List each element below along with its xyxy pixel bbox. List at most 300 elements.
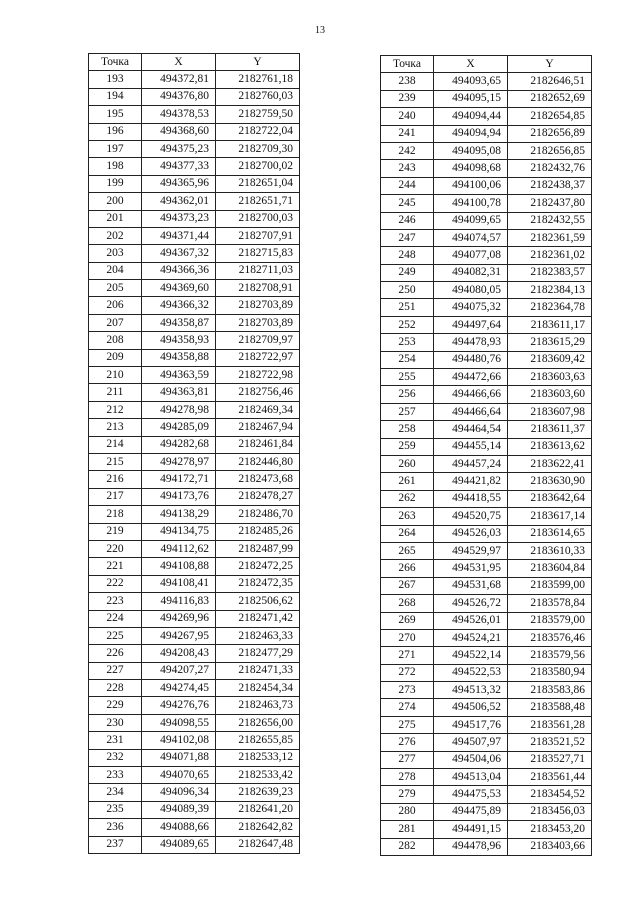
cell-point: 211 xyxy=(89,384,142,401)
cell-point: 203 xyxy=(89,245,142,262)
table-row xyxy=(89,262,300,279)
cell-x: 494524,21 xyxy=(434,629,508,646)
cell-point: 239 xyxy=(381,90,434,107)
cell-point: 282 xyxy=(381,838,434,855)
cell-point: 237 xyxy=(89,836,142,853)
cell-point: 241 xyxy=(381,125,434,142)
cell-point: 260 xyxy=(381,455,434,472)
table-row xyxy=(89,488,300,505)
cell-point: 220 xyxy=(89,540,142,557)
cell-y: 2182656,85 xyxy=(508,142,592,159)
table-row xyxy=(381,508,592,525)
cell-point: 207 xyxy=(89,314,142,331)
cell-x: 494497,64 xyxy=(434,316,508,333)
table-row xyxy=(89,332,300,349)
cell-x: 494074,57 xyxy=(434,229,508,246)
cell-point: 206 xyxy=(89,297,142,314)
cell-y: 2183583,86 xyxy=(508,682,592,699)
cell-x: 494517,76 xyxy=(434,716,508,733)
cell-x: 494138,29 xyxy=(142,506,216,523)
cell-x: 494455,14 xyxy=(434,438,508,455)
cell-x: 494112,62 xyxy=(142,540,216,557)
cell-y: 2182703,89 xyxy=(216,297,300,314)
cell-y: 2182715,83 xyxy=(216,245,300,262)
cell-point: 205 xyxy=(89,280,142,297)
cell-point: 194 xyxy=(89,88,142,105)
cell-x: 494372,81 xyxy=(142,71,216,88)
cell-point: 195 xyxy=(89,106,142,123)
cell-x: 494480,76 xyxy=(434,351,508,368)
table-row xyxy=(89,436,300,453)
table-row xyxy=(381,525,592,542)
cell-point: 245 xyxy=(381,195,434,212)
cell-y: 2182656,00 xyxy=(216,714,300,731)
cell-point: 200 xyxy=(89,193,142,210)
table-row xyxy=(89,158,300,175)
cell-x: 494100,78 xyxy=(434,195,508,212)
cell-x: 494207,27 xyxy=(142,662,216,679)
cell-y: 2183521,52 xyxy=(508,734,592,751)
table-row xyxy=(89,749,300,766)
cell-point: 278 xyxy=(381,769,434,786)
table-row xyxy=(381,229,592,246)
cell-x: 494116,83 xyxy=(142,593,216,610)
table-row xyxy=(89,593,300,610)
table-row xyxy=(89,575,300,592)
cell-point: 271 xyxy=(381,647,434,664)
cell-y: 2182485,26 xyxy=(216,523,300,540)
cell-point: 253 xyxy=(381,334,434,351)
table-row xyxy=(381,682,592,699)
cell-y: 2183613,62 xyxy=(508,438,592,455)
cell-point: 227 xyxy=(89,662,142,679)
table-row xyxy=(381,595,592,612)
cell-x: 494278,97 xyxy=(142,453,216,470)
table-row xyxy=(381,421,592,438)
cell-point: 240 xyxy=(381,108,434,125)
cell-y: 2183610,33 xyxy=(508,542,592,559)
cell-point: 193 xyxy=(89,71,142,88)
cell-y: 2183453,20 xyxy=(508,821,592,838)
cell-x: 494095,08 xyxy=(434,142,508,159)
cell-y: 2182477,29 xyxy=(216,645,300,662)
cell-y: 2183604,84 xyxy=(508,560,592,577)
cell-point: 236 xyxy=(89,819,142,836)
table-row xyxy=(381,334,592,351)
cell-y: 2183561,44 xyxy=(508,769,592,786)
table-row xyxy=(89,680,300,697)
cell-y: 2182478,27 xyxy=(216,488,300,505)
cell-y: 2182461,84 xyxy=(216,436,300,453)
cell-point: 224 xyxy=(89,610,142,627)
cell-point: 219 xyxy=(89,523,142,540)
cell-x: 494504,06 xyxy=(434,751,508,768)
table-row xyxy=(89,610,300,627)
cell-point: 270 xyxy=(381,629,434,646)
cell-x: 494371,44 xyxy=(142,227,216,244)
table-row xyxy=(89,314,300,331)
cell-point: 204 xyxy=(89,262,142,279)
cell-point: 268 xyxy=(381,595,434,612)
table-row xyxy=(89,106,300,123)
table-row xyxy=(381,195,592,212)
cell-x: 494362,01 xyxy=(142,193,216,210)
cell-point: 196 xyxy=(89,123,142,140)
cell-x: 494472,66 xyxy=(434,369,508,386)
cell-point: 209 xyxy=(89,349,142,366)
cell-point: 263 xyxy=(381,508,434,525)
cell-x: 494285,09 xyxy=(142,419,216,436)
cell-y: 2183580,94 xyxy=(508,664,592,681)
table-row xyxy=(381,647,592,664)
cell-y: 2182533,42 xyxy=(216,767,300,784)
cell-point: 255 xyxy=(381,369,434,386)
cell-y: 2182467,94 xyxy=(216,419,300,436)
cell-point: 197 xyxy=(89,140,142,157)
cell-y: 2182446,80 xyxy=(216,453,300,470)
cell-x: 494365,96 xyxy=(142,175,216,192)
cell-x: 494478,96 xyxy=(434,838,508,855)
cell-y: 2182641,20 xyxy=(216,801,300,818)
coordinates-table-right xyxy=(380,55,592,856)
table-row xyxy=(381,438,592,455)
cell-point: 248 xyxy=(381,247,434,264)
cell-x: 494080,05 xyxy=(434,282,508,299)
cell-x: 494100,06 xyxy=(434,177,508,194)
cell-x: 494507,97 xyxy=(434,734,508,751)
table-row xyxy=(89,227,300,244)
table-row xyxy=(381,125,592,142)
cell-point: 225 xyxy=(89,627,142,644)
cell-y: 2183578,84 xyxy=(508,595,592,612)
cell-y: 2183642,64 xyxy=(508,490,592,507)
cell-y: 2182486,70 xyxy=(216,506,300,523)
cell-x: 494377,33 xyxy=(142,158,216,175)
cell-point: 258 xyxy=(381,421,434,438)
cell-x: 494522,14 xyxy=(434,647,508,664)
table-row xyxy=(89,280,300,297)
cell-point: 218 xyxy=(89,506,142,523)
cell-x: 494358,88 xyxy=(142,349,216,366)
table-header-row xyxy=(89,54,300,71)
cell-y: 2182646,51 xyxy=(508,73,592,90)
cell-x: 494098,68 xyxy=(434,160,508,177)
page-number: 13 xyxy=(315,25,325,36)
cell-x: 494172,71 xyxy=(142,471,216,488)
cell-point: 210 xyxy=(89,367,142,384)
cell-y: 2182361,59 xyxy=(508,229,592,246)
table-row xyxy=(89,540,300,557)
cell-x: 494134,75 xyxy=(142,523,216,540)
cell-point: 232 xyxy=(89,749,142,766)
table-row xyxy=(89,349,300,366)
table-row xyxy=(89,558,300,575)
cell-point: 231 xyxy=(89,732,142,749)
cell-x: 494464,54 xyxy=(434,421,508,438)
table-row xyxy=(89,627,300,644)
cell-y: 2182700,02 xyxy=(216,158,300,175)
table-row xyxy=(381,282,592,299)
table-row xyxy=(89,697,300,714)
cell-point: 212 xyxy=(89,401,142,418)
cell-x: 494529,97 xyxy=(434,542,508,559)
cell-point: 228 xyxy=(89,680,142,697)
cell-y: 2183579,00 xyxy=(508,612,592,629)
cell-x: 494276,76 xyxy=(142,697,216,714)
cell-x: 494366,32 xyxy=(142,297,216,314)
column-header-point: Точка xyxy=(381,56,434,73)
cell-y: 2182463,73 xyxy=(216,697,300,714)
table-row xyxy=(89,71,300,88)
cell-y: 2182432,76 xyxy=(508,160,592,177)
cell-x: 494367,32 xyxy=(142,245,216,262)
cell-y: 2183576,46 xyxy=(508,629,592,646)
cell-y: 2183454,52 xyxy=(508,786,592,803)
cell-x: 494094,44 xyxy=(434,108,508,125)
cell-y: 2183630,90 xyxy=(508,473,592,490)
cell-y: 2183603,63 xyxy=(508,369,592,386)
column-header-y: Y xyxy=(216,54,300,71)
cell-y: 2182472,35 xyxy=(216,575,300,592)
table-row xyxy=(381,560,592,577)
cell-x: 494358,87 xyxy=(142,314,216,331)
cell-y: 2182722,98 xyxy=(216,367,300,384)
cell-x: 494526,72 xyxy=(434,595,508,612)
table-row xyxy=(89,714,300,731)
cell-point: 261 xyxy=(381,473,434,490)
cell-point: 222 xyxy=(89,575,142,592)
cell-y: 2182703,89 xyxy=(216,314,300,331)
cell-point: 280 xyxy=(381,803,434,820)
column-header-point: Точка xyxy=(89,54,142,71)
cell-x: 494282,68 xyxy=(142,436,216,453)
table-row xyxy=(89,662,300,679)
cell-point: 217 xyxy=(89,488,142,505)
table-row xyxy=(381,386,592,403)
cell-x: 494466,66 xyxy=(434,386,508,403)
cell-y: 2182656,89 xyxy=(508,125,592,142)
cell-y: 2182471,42 xyxy=(216,610,300,627)
cell-y: 2182759,50 xyxy=(216,106,300,123)
column-header-x: X xyxy=(142,54,216,71)
cell-x: 494363,81 xyxy=(142,384,216,401)
cell-x: 494088,66 xyxy=(142,819,216,836)
cell-x: 494095,15 xyxy=(434,90,508,107)
table-row xyxy=(381,699,592,716)
cell-x: 494369,60 xyxy=(142,280,216,297)
cell-y: 2182383,57 xyxy=(508,264,592,281)
cell-point: 259 xyxy=(381,438,434,455)
table-row xyxy=(381,316,592,333)
cell-y: 2182652,69 xyxy=(508,90,592,107)
table-row xyxy=(89,297,300,314)
table-row xyxy=(381,490,592,507)
cell-point: 279 xyxy=(381,786,434,803)
column-header-x: X xyxy=(434,56,508,73)
cell-x: 494071,88 xyxy=(142,749,216,766)
cell-point: 213 xyxy=(89,419,142,436)
table-row xyxy=(381,142,592,159)
cell-point: 256 xyxy=(381,386,434,403)
cell-point: 272 xyxy=(381,664,434,681)
cell-point: 276 xyxy=(381,734,434,751)
cell-x: 494526,01 xyxy=(434,612,508,629)
cell-y: 2182432,55 xyxy=(508,212,592,229)
table-row xyxy=(381,734,592,751)
cell-point: 215 xyxy=(89,453,142,470)
cell-y: 2182722,97 xyxy=(216,349,300,366)
cell-point: 214 xyxy=(89,436,142,453)
cell-x: 494475,89 xyxy=(434,803,508,820)
cell-point: 252 xyxy=(381,316,434,333)
cell-x: 494278,98 xyxy=(142,401,216,418)
cell-point: 262 xyxy=(381,490,434,507)
cell-x: 494099,65 xyxy=(434,212,508,229)
table-row xyxy=(89,836,300,853)
table-row xyxy=(89,506,300,523)
table-row xyxy=(381,838,592,855)
table-row xyxy=(381,786,592,803)
cell-x: 494094,94 xyxy=(434,125,508,142)
cell-y: 2182708,91 xyxy=(216,280,300,297)
cell-point: 246 xyxy=(381,212,434,229)
cell-x: 494267,95 xyxy=(142,627,216,644)
table-row xyxy=(89,193,300,210)
table-row xyxy=(381,160,592,177)
cell-x: 494108,88 xyxy=(142,558,216,575)
table-row xyxy=(381,264,592,281)
table-row xyxy=(89,767,300,784)
table-row xyxy=(381,751,592,768)
cell-x: 494531,95 xyxy=(434,560,508,577)
cell-point: 198 xyxy=(89,158,142,175)
cell-point: 275 xyxy=(381,716,434,733)
cell-y: 2182647,48 xyxy=(216,836,300,853)
cell-x: 494457,24 xyxy=(434,455,508,472)
cell-point: 202 xyxy=(89,227,142,244)
cell-y: 2183617,14 xyxy=(508,508,592,525)
cell-y: 2182364,78 xyxy=(508,299,592,316)
cell-point: 281 xyxy=(381,821,434,838)
cell-x: 494269,96 xyxy=(142,610,216,627)
cell-point: 234 xyxy=(89,784,142,801)
cell-y: 2182469,34 xyxy=(216,401,300,418)
cell-y: 2182473,68 xyxy=(216,471,300,488)
cell-x: 494093,65 xyxy=(434,73,508,90)
cell-point: 229 xyxy=(89,697,142,714)
table-row xyxy=(89,367,300,384)
table-row xyxy=(89,419,300,436)
table-row xyxy=(381,455,592,472)
cell-x: 494466,64 xyxy=(434,403,508,420)
table-row xyxy=(381,90,592,107)
cell-point: 243 xyxy=(381,160,434,177)
cell-point: 242 xyxy=(381,142,434,159)
cell-x: 494491,15 xyxy=(434,821,508,838)
cell-x: 494077,08 xyxy=(434,247,508,264)
cell-y: 2183579,56 xyxy=(508,647,592,664)
cell-y: 2183615,29 xyxy=(508,334,592,351)
cell-x: 494089,39 xyxy=(142,801,216,818)
cell-y: 2183609,42 xyxy=(508,351,592,368)
cell-y: 2182722,04 xyxy=(216,123,300,140)
cell-y: 2183603,60 xyxy=(508,386,592,403)
column-header-y: Y xyxy=(508,56,592,73)
table-row xyxy=(381,716,592,733)
cell-x: 494102,08 xyxy=(142,732,216,749)
cell-y: 2182756,46 xyxy=(216,384,300,401)
cell-y: 2182472,25 xyxy=(216,558,300,575)
table-row xyxy=(89,523,300,540)
cell-y: 2183611,37 xyxy=(508,421,592,438)
cell-point: 257 xyxy=(381,403,434,420)
cell-point: 277 xyxy=(381,751,434,768)
cell-y: 2182361,02 xyxy=(508,247,592,264)
cell-x: 494373,23 xyxy=(142,210,216,227)
table-row xyxy=(381,542,592,559)
cell-x: 494520,75 xyxy=(434,508,508,525)
cell-x: 494376,80 xyxy=(142,88,216,105)
cell-x: 494082,31 xyxy=(434,264,508,281)
table-row xyxy=(381,351,592,368)
cell-point: 249 xyxy=(381,264,434,281)
cell-y: 2182533,12 xyxy=(216,749,300,766)
table-row xyxy=(381,299,592,316)
cell-x: 494274,45 xyxy=(142,680,216,697)
cell-x: 494208,43 xyxy=(142,645,216,662)
table-row xyxy=(381,473,592,490)
cell-point: 267 xyxy=(381,577,434,594)
cell-x: 494475,53 xyxy=(434,786,508,803)
cell-point: 226 xyxy=(89,645,142,662)
cell-x: 494366,36 xyxy=(142,262,216,279)
table-row xyxy=(89,210,300,227)
cell-y: 2183527,71 xyxy=(508,751,592,768)
cell-x: 494506,52 xyxy=(434,699,508,716)
cell-y: 2182454,34 xyxy=(216,680,300,697)
table-row xyxy=(381,769,592,786)
cell-y: 2182711,03 xyxy=(216,262,300,279)
cell-y: 2182639,23 xyxy=(216,784,300,801)
table-row xyxy=(381,177,592,194)
table-row xyxy=(381,821,592,838)
cell-x: 494108,41 xyxy=(142,575,216,592)
cell-x: 494070,65 xyxy=(142,767,216,784)
cell-y: 2182709,97 xyxy=(216,332,300,349)
table-row xyxy=(381,612,592,629)
cell-point: 273 xyxy=(381,682,434,699)
cell-point: 208 xyxy=(89,332,142,349)
table-row xyxy=(381,369,592,386)
table-row xyxy=(89,801,300,818)
cell-y: 2183561,28 xyxy=(508,716,592,733)
cell-y: 2182506,62 xyxy=(216,593,300,610)
cell-x: 494375,23 xyxy=(142,140,216,157)
cell-point: 223 xyxy=(89,593,142,610)
cell-x: 494478,93 xyxy=(434,334,508,351)
cell-point: 244 xyxy=(381,177,434,194)
cell-x: 494513,32 xyxy=(434,682,508,699)
cell-y: 2182438,37 xyxy=(508,177,592,194)
cell-y: 2182487,99 xyxy=(216,540,300,557)
cell-x: 494513,04 xyxy=(434,769,508,786)
cell-y: 2182642,82 xyxy=(216,819,300,836)
coordinates-table-left xyxy=(88,53,300,854)
table-row xyxy=(89,245,300,262)
cell-y: 2183622,41 xyxy=(508,455,592,472)
table-row xyxy=(381,73,592,90)
table-row xyxy=(89,88,300,105)
